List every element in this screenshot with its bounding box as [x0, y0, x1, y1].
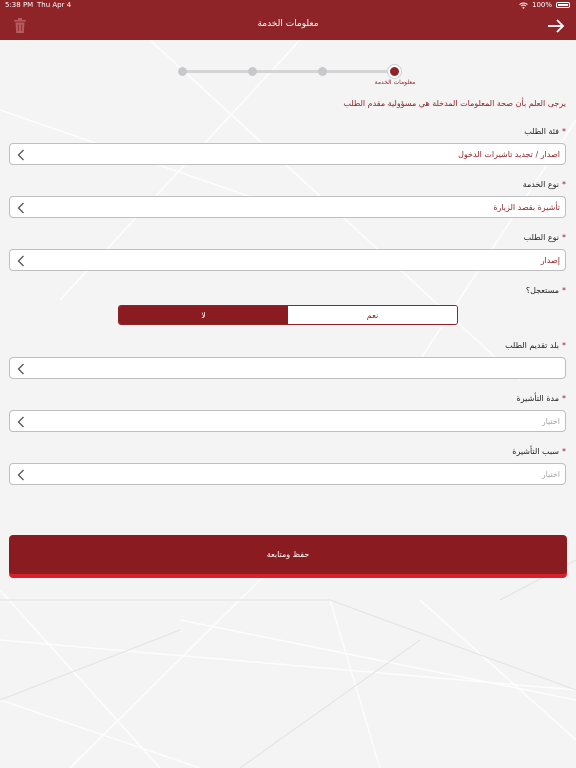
required-asterisk: *	[562, 341, 566, 350]
chevron-left-icon	[17, 149, 25, 161]
service-type-value: تأشيرة بقصد الزيارة	[493, 203, 560, 212]
service-info-form	[0, 40, 576, 768]
step-dot	[318, 67, 327, 76]
urgent-no-option[interactable]: لا	[119, 306, 288, 324]
visa-duration-select[interactable]	[9, 410, 566, 432]
battery-icon	[556, 2, 570, 8]
chevron-left-icon	[17, 255, 25, 267]
required-asterisk: *	[562, 286, 566, 295]
request-type-label: *نوع الطلب	[523, 233, 566, 242]
service-type-label: *نوع الخدمة	[522, 180, 566, 189]
step-dot	[178, 67, 187, 76]
app-header	[0, 11, 576, 40]
step-dot	[248, 67, 257, 76]
status-time: 5:38 PM	[5, 1, 34, 9]
request-type-select[interactable]	[9, 249, 566, 271]
required-asterisk: *	[562, 180, 566, 189]
request-category-select[interactable]	[9, 143, 566, 165]
chevron-left-icon	[17, 469, 25, 481]
page-title: معلومات الخدمة	[257, 19, 319, 29]
urgent-yes-option[interactable]: نعم	[288, 306, 457, 324]
responsibility-notice: يرجى العلم بأن صحة المعلومات المدخلة هي مسؤولية مقدم الطلب	[343, 99, 566, 108]
stepper-track	[181, 70, 393, 73]
visa-duration-placeholder: اختيار	[541, 417, 560, 426]
battery-percent: 100%	[531, 1, 552, 9]
status-bar	[0, 0, 576, 11]
progress-stepper	[170, 62, 416, 92]
request-category-label: *فئة الطلب	[524, 127, 566, 136]
visa-reason-label: *سبب التأشيرة	[512, 447, 566, 456]
chevron-left-icon	[17, 363, 25, 375]
submission-country-select[interactable]	[9, 357, 566, 379]
required-asterisk: *	[562, 447, 566, 456]
urgent-toggle[interactable]	[118, 305, 458, 325]
required-asterisk: *	[562, 233, 566, 242]
visa-reason-select[interactable]	[9, 463, 566, 485]
visa-reason-placeholder: اختيار	[541, 470, 560, 479]
request-category-value: اصدار / تجديد تاشيرات الدخول	[458, 150, 560, 159]
visa-duration-label: *مدة التأشيرة	[516, 394, 566, 403]
wifi-icon	[519, 2, 528, 9]
save-continue-button[interactable]: حفظ ومتابعة	[9, 535, 567, 574]
chevron-left-icon	[17, 202, 25, 214]
urgent-label: *مستعجل؟	[525, 286, 566, 295]
request-type-value: إصدار	[540, 256, 560, 265]
back-arrow-icon[interactable]	[546, 16, 566, 36]
required-asterisk: *	[562, 394, 566, 403]
submission-country-label: *بلد تقديم الطلب	[505, 341, 566, 350]
step-dot-active	[390, 67, 399, 76]
required-asterisk: *	[562, 127, 566, 136]
status-date: Thu Apr 4	[37, 1, 72, 9]
active-step-label: معلومات الخدمة	[374, 79, 416, 86]
service-type-select[interactable]	[9, 196, 566, 218]
status-right	[519, 1, 570, 9]
chevron-left-icon	[17, 416, 25, 428]
